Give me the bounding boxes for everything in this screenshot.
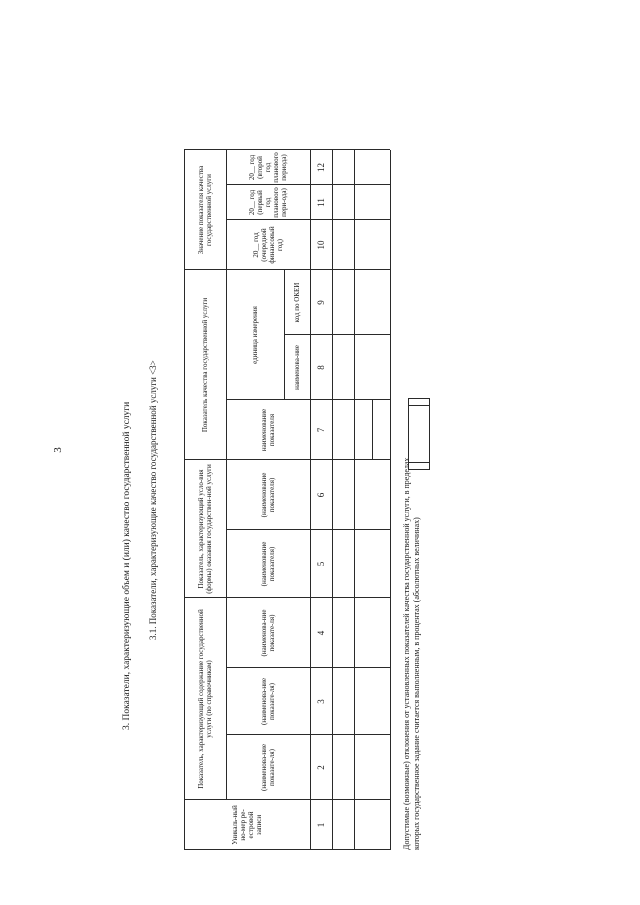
rotated-page-content [100,120,430,880]
header-quality: Показатель качества государственной услуги [201,297,209,433]
tolerance-note: Допустимые (возможные) отклонения от установленных показателей качества государственной услуги, в пределах которых государственное задание считается выполненным, в процентах (абсолютных величинах) [402,457,421,850]
header-okei-code: код по ОКЕИ [293,282,301,323]
header-indicator-3: (наименова-ние показате-ля) [260,609,276,657]
column-number: 6 [316,492,326,498]
header-year-first: 20__ год (первый год планового пери-ода) [248,187,288,218]
header-year-current: 20__ год (очередной финансовый год) [252,226,284,264]
header-indicator-5: (наименование показателя) [260,472,276,518]
header-indicator-4: (наименование показателя) [260,541,276,587]
header-values: Значение показателя качества государственной услуги [197,165,213,255]
header-indicator-2: (наименова-ние показате-ля) [260,678,276,725]
column-number: 5 [316,561,326,567]
row-divider [332,150,333,850]
section-title: 3. Показатели, характеризующие объем и (или) качество государственной услуги [122,401,132,730]
header-year-second: 20__ год (второй год планового периода) [248,152,288,183]
header-content: Показатель, характеризующий содержание государственной услуги (по справочникам) [197,609,213,789]
header-registry: Уникаль-ный но-мер ре-естровой записи [231,805,263,845]
column-number: 8 [316,365,326,370]
column-number: 3 [316,699,326,704]
column-number: 10 [316,240,326,250]
page-number: 3 [51,447,64,453]
quality-indicators-table [100,120,430,880]
column-number: 12 [316,163,326,172]
header-conditions: Показатель, характеризующий усло-вия (формы) оказания государствен-ной услуги [197,464,213,594]
column-number: 9 [316,300,326,305]
column-number: 7 [316,427,326,433]
header-unit: единица измерения [251,306,259,364]
column-number: 1 [316,822,326,828]
table-border-bottom [390,150,391,850]
header-indicator-1: (наименова-ние показате-ля) [260,744,276,791]
tolerance-value-field[interactable] [408,398,430,470]
column-number: 11 [316,198,326,207]
column-number: 4 [316,630,326,636]
subsection-title: 3.1. Показатели, характеризующие качество государственной услуги <3> [148,360,158,640]
header-quality-name: наименование показателя [260,408,276,452]
row-divider [354,150,355,850]
row-divider [372,400,373,460]
header-unit-name: наименова-ние [293,345,301,390]
column-number: 2 [316,765,326,770]
